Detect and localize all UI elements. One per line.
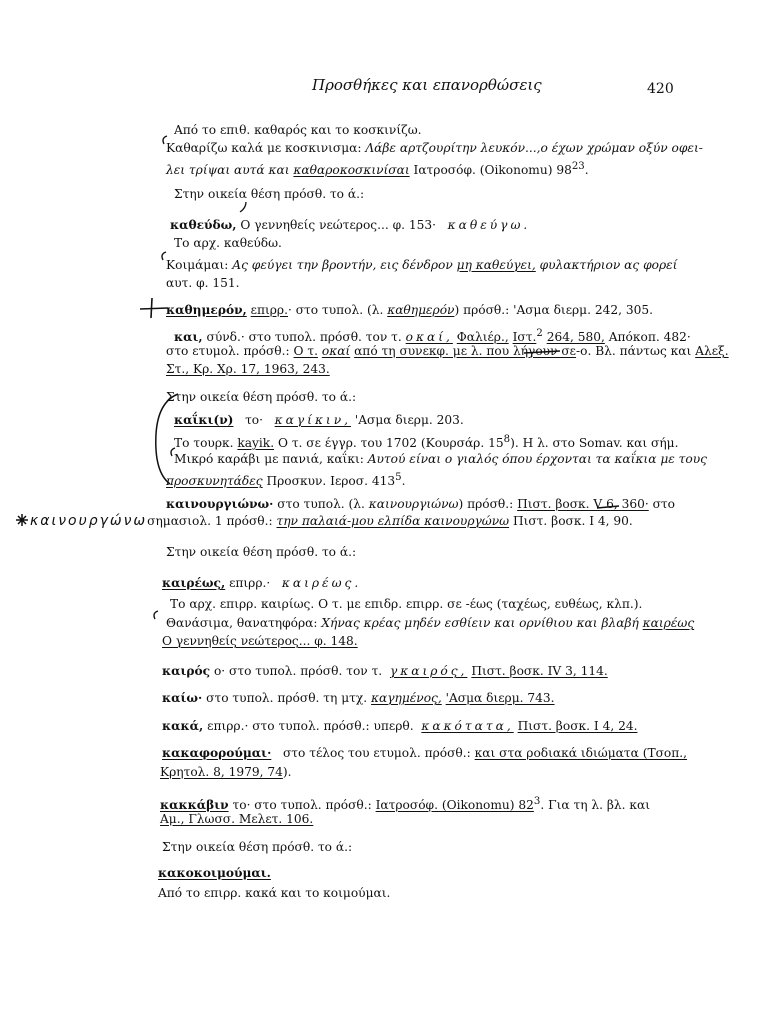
text-segment: επιρρ.· στο τυπολ. πρόσθ.: υπερθ. <box>207 719 414 733</box>
citation: Αλεξ. <box>695 344 729 358</box>
text-line <box>166 616 694 631</box>
text-segment: Θανάσιμα, θανατηφόρα: <box>166 616 318 630</box>
text-segment: Καθαρίζω καλά με κοσκινισμα: <box>166 141 362 155</box>
handwritten-form: καινουργώνω <box>30 513 148 529</box>
form-spaced: καγίκιν, <box>274 413 351 427</box>
text-segment: στο ετυμολ. πρόσθ.: <box>166 344 290 358</box>
text-line <box>166 344 729 359</box>
entry-line <box>174 413 464 428</box>
section-heading: Στην οικεία θέση πρόσθ. το ά.: <box>166 545 357 559</box>
text-segment: Κοιμάμαι: <box>166 258 229 272</box>
lemma: κακαφορούμαι· <box>162 746 272 760</box>
citation: Ο γεννηθείς νεώτερος... φ. 148. <box>162 634 358 648</box>
text-line <box>162 634 358 649</box>
citation: Ιατροσόφ. (Oikonomu) 82 <box>375 798 534 813</box>
text-line: αυτ. φ. 151. <box>166 276 240 290</box>
quotation-underlined: την παλαιά-μου ελπίδα καινουργώνω <box>276 514 510 528</box>
text-segment: από τη συνεκφ. με λ. που λήγουν σε <box>354 344 576 358</box>
text-segment: ). <box>282 765 292 779</box>
text-segment: Ο τ. <box>293 344 318 358</box>
entry-line <box>162 746 687 761</box>
text-line: Το αρχ. καθεύδω. <box>174 236 282 250</box>
text-line <box>174 452 707 467</box>
entry-line <box>166 497 675 512</box>
lemma: κακκάβιν <box>160 798 229 813</box>
quotation: λει τρίψαι αυτά και <box>166 163 290 178</box>
text-line: προσκυνητάδες Προσκυν. Ιεροσ. $413^5$. <box>166 472 406 489</box>
text-segment: στο τυπολ. (λ. <box>277 497 365 511</box>
lemma: καΐκι(ν) <box>174 413 234 427</box>
form-spaced: γκαιρός, <box>389 664 468 678</box>
quotation-underlined: μη καθεύγει, <box>456 258 536 272</box>
citation: Κρητολ. 8, 1979, 74 <box>160 765 283 779</box>
citation: 264, 580, <box>546 330 605 345</box>
section-heading: Στην οικεία θέση πρόσθ. το ά.: <box>166 390 357 404</box>
form-underlined: οκαί <box>321 344 351 358</box>
citation: Στ., Κρ. Χρ. 17, 1963, 243. <box>166 362 330 376</box>
text-line <box>160 765 292 780</box>
citation: Πιστ. βοσκ. Ι 4, 90. <box>512 514 633 528</box>
citation: Πιστ. βοσκ. IV 3, 114. <box>471 664 608 678</box>
text-segment: στο τυπολ. πρόσθ. τη μτχ. <box>206 691 368 705</box>
quotation-underlined: προσκυνητάδες <box>166 474 263 489</box>
citation: 'Ασμα διερμ. 743. <box>445 691 555 705</box>
text-line <box>174 432 678 451</box>
insertion-mark <box>154 611 158 619</box>
superscript: 2 <box>536 328 543 339</box>
lemma: καίω· <box>162 691 203 705</box>
text-line: Το αρχ. επιρρ. καιρίως. Ο τ. με επιδρ. επιρρ. σε -έως (ταχέως, ευθέως, κλπ.). <box>170 597 643 611</box>
cross-mark-icon <box>140 298 168 318</box>
text-segment: φ. 153· <box>392 218 437 232</box>
entry-line <box>160 794 650 813</box>
text-line <box>30 514 633 529</box>
form: καινουργιώνω <box>368 497 459 511</box>
lemma: καθεύδω, <box>170 218 237 232</box>
form-underlined: καγημένος, <box>371 691 442 705</box>
text-line <box>166 258 677 273</box>
text-segment: Βλ. πάντως και <box>595 344 692 358</box>
quotation: Ας φεύγει την βροντήν, εις δένδρον <box>232 258 453 272</box>
citation: Ιστ. <box>512 330 537 345</box>
form-spaced: οκαί, <box>405 330 453 345</box>
entry-line <box>166 303 653 318</box>
citation: Πιστ. βοσκ. Ι 4, 24. <box>517 719 638 733</box>
citation: Προσκυν. Ιεροσ. 413 <box>266 474 396 489</box>
text-line: λει τρίψαι αυτά και καθαροκοσκινίσαι Ιατροσόφ. (Oikonomu) $98^{23}$. <box>166 161 589 178</box>
text-line: Από το επιθ. καθαρός και το κοσκινίζω. <box>174 123 422 137</box>
quotation: Λάβε αρτζουρίτην λευκόν...,ο έχων χρώμαν οξύν οφει- <box>365 141 703 155</box>
text-segment: επιρρ. <box>250 303 288 317</box>
entry-line <box>162 691 555 706</box>
section-heading: Στην οικεία θέση πρόσθ. το ά.: <box>174 187 365 201</box>
text-segment: ο· στο τυπολ. πρόσθ. τον τ. <box>213 664 383 678</box>
text-segment: Ο γεννηθείς νεώτερος... <box>240 218 389 232</box>
text-segment: σημασιολ. 1 πρόσθ.: <box>147 514 273 528</box>
superscript: 23 <box>571 161 585 172</box>
lemma: κακοκοιμούμαι. <box>158 866 271 880</box>
quotation: φυλακτήριον ας φορεί <box>539 258 678 272</box>
lemma-pointer <box>240 202 246 212</box>
entry-line <box>158 866 271 881</box>
text-segment: ) πρόσθ.: <box>458 497 514 511</box>
lemma: καιρέως, <box>162 576 226 590</box>
citation: Πιστ. βοσκ. V 6, 360· <box>517 497 649 511</box>
text-segment: το· <box>245 413 264 427</box>
quotation: Χήνας κρέας μηδέν εσθίειν και ορνίθιου και βλαβή <box>321 616 639 630</box>
text-segment: Το τουρκ. <box>174 436 234 451</box>
text-segment: Μικρό καράβι με πανιά, καΐκι: <box>174 452 364 466</box>
lemma: καιρός <box>162 664 211 678</box>
text-line <box>166 141 703 156</box>
form-spaced: καιρέως. <box>281 576 362 590</box>
text-segment: και στα ροδιακά ιδιώματα (Τσοπ., <box>474 746 688 760</box>
text-segment: Ο τ. σε έγγρ. του 1702 (Κουρσάρ. 15 <box>277 436 504 451</box>
quotation: Αυτού είναι ο γιαλός όπου έρχονται τα καΐκια με τους <box>367 452 707 466</box>
text-segment: . Για τη λ. βλ. και <box>540 798 651 813</box>
entry-line <box>170 218 530 233</box>
form-spaced: κακότατα, <box>421 719 514 733</box>
form-spaced: καθεύγω. <box>447 218 531 232</box>
text-segment: σύνδ.· στο τυπολ. πρόσθ. τον τ. <box>206 330 402 345</box>
page-header-title: Προσθήκες και επανορθώσεις <box>312 76 542 94</box>
lemma: καινουργιώνω· <box>166 497 274 511</box>
insertion-star-icon <box>16 514 28 526</box>
superscript: 3 <box>533 796 541 807</box>
citation: Φαλιέρ., <box>456 330 509 345</box>
entry-line <box>174 326 691 345</box>
citation: Ιατροσόφ. (Oikonomu) 98 <box>413 163 572 178</box>
text-segment: kayik. <box>237 436 275 451</box>
text-segment: ) πρόσθ.: 'Ασμα διερμ. 242, 305. <box>454 303 653 317</box>
citation: 'Ασμα διερμ. 203. <box>354 413 464 427</box>
text-segment: επιρρ.· <box>229 576 271 590</box>
citation: Αμ., Γλωσσ. Μελετ. 106. <box>160 812 314 826</box>
lemma: καθημερόν, <box>166 303 247 317</box>
entry-line <box>162 719 637 734</box>
text-line <box>166 362 330 377</box>
text-segment: στο τέλος του ετυμολ. πρόσθ.: <box>282 746 471 760</box>
text-line <box>160 812 313 827</box>
text-segment: το· στο τυπολ. πρόσθ.: <box>232 798 372 813</box>
entry-line <box>162 664 608 679</box>
text-segment: · στο τυπολ. (λ. <box>287 303 384 317</box>
section-heading: Στην οικεία θέση πρόσθ. το ά.: <box>162 840 353 854</box>
form-underlined: καθημερόν <box>387 303 455 317</box>
lemma: κακά, <box>162 719 204 733</box>
entry-line <box>162 576 361 591</box>
superscript: 8 <box>503 434 511 445</box>
quotation-underlined: καιρέως <box>642 616 695 630</box>
superscript: 5 <box>395 472 402 483</box>
quotation-underlined: καθαροκοσκινίσαι <box>293 163 410 178</box>
citation: Απόκοπ. 482· <box>608 330 691 345</box>
lemma: και, <box>174 330 203 345</box>
text-line: Από το επιρρ. κακά και το κοιμούμαι. <box>158 886 391 900</box>
text-segment: ). Η λ. στο Somav. και σήμ. <box>510 436 679 451</box>
text-segment: -ο. <box>575 344 592 358</box>
page-number: 420 <box>647 81 674 97</box>
text-segment: στο <box>652 497 675 511</box>
